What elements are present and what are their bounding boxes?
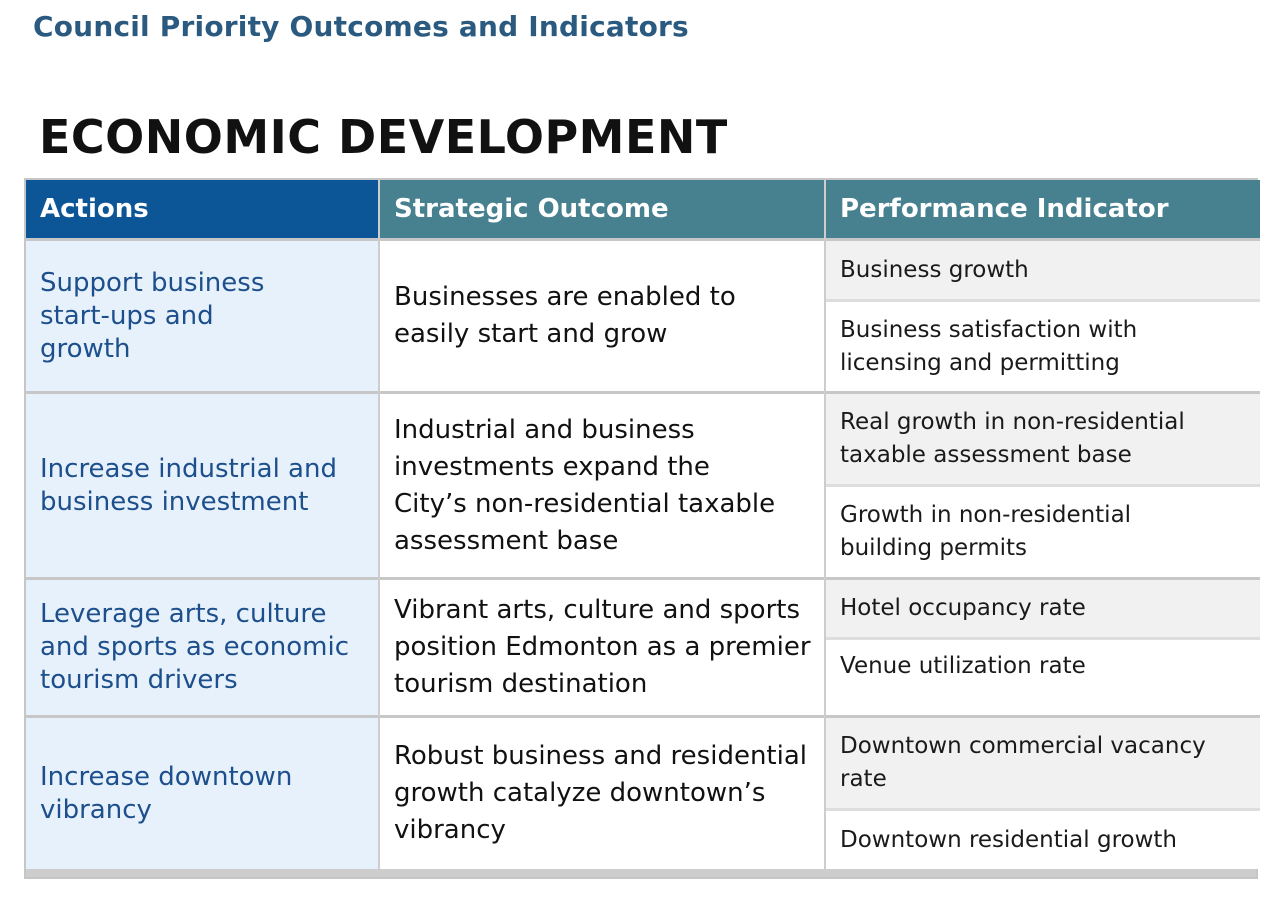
outcome-text: Vibrant arts, culture and sports position Edmonton as a premier tourism destination <box>394 595 811 699</box>
action-text: Leverage arts, culture and sports as economic tourism drivers <box>40 599 350 695</box>
page-heading: ECONOMIC DEVELOPMENT <box>39 110 728 164</box>
indicator-cell <box>826 808 1260 869</box>
header-strategic-outcome: Strategic Outcome <box>380 180 824 238</box>
action-cell <box>26 238 378 391</box>
indicator-text: Business growth <box>840 256 1029 283</box>
indicator-cell <box>826 577 1260 637</box>
outcome-cell <box>380 577 824 715</box>
indicator-cell <box>826 637 1260 715</box>
action-cell <box>26 715 378 869</box>
indicator-cell <box>826 715 1260 808</box>
action-text: Support business start-ups and growth <box>40 267 265 364</box>
action-text: Increase downtown vibrancy <box>40 761 293 825</box>
action-text: Increase industrial and business investment <box>40 453 337 517</box>
indicator-text: Hotel occupancy rate <box>840 595 1086 621</box>
outcome-cell <box>380 238 824 391</box>
indicator-cell <box>826 299 1260 391</box>
outcome-text: Robust business and residential growth catalyze downtown’s vibrancy <box>394 741 807 845</box>
indicator-text: Downtown residential growth <box>840 826 1177 853</box>
indicator-text: Downtown commercial vacancy rate <box>840 733 1206 792</box>
action-cell <box>26 577 378 715</box>
outcome-text: Industrial and business investments expand the City’s non-residential taxable assessment base <box>394 414 776 556</box>
outcome-cell <box>380 715 824 869</box>
header-performance-indicator: Performance Indicator <box>826 180 1260 238</box>
indicator-text: Venue utilization rate <box>840 653 1086 679</box>
indicator-cell <box>826 484 1260 577</box>
indicator-text: Real growth in non-residential taxable assessment base <box>840 409 1185 468</box>
priority-table <box>24 178 1258 879</box>
indicator-cell <box>826 238 1260 299</box>
indicator-cell <box>826 391 1260 484</box>
header-actions: Actions <box>26 180 378 238</box>
outcome-text: Businesses are enabled to easily start and grow <box>394 282 736 349</box>
indicator-text: Growth in non-residential building permits <box>840 502 1132 561</box>
outcome-cell <box>380 391 824 577</box>
indicator-text: Business satisfaction with licensing and permitting <box>840 316 1138 376</box>
action-cell <box>26 391 378 577</box>
section-title: Council Priority Outcomes and Indicators <box>33 10 689 43</box>
